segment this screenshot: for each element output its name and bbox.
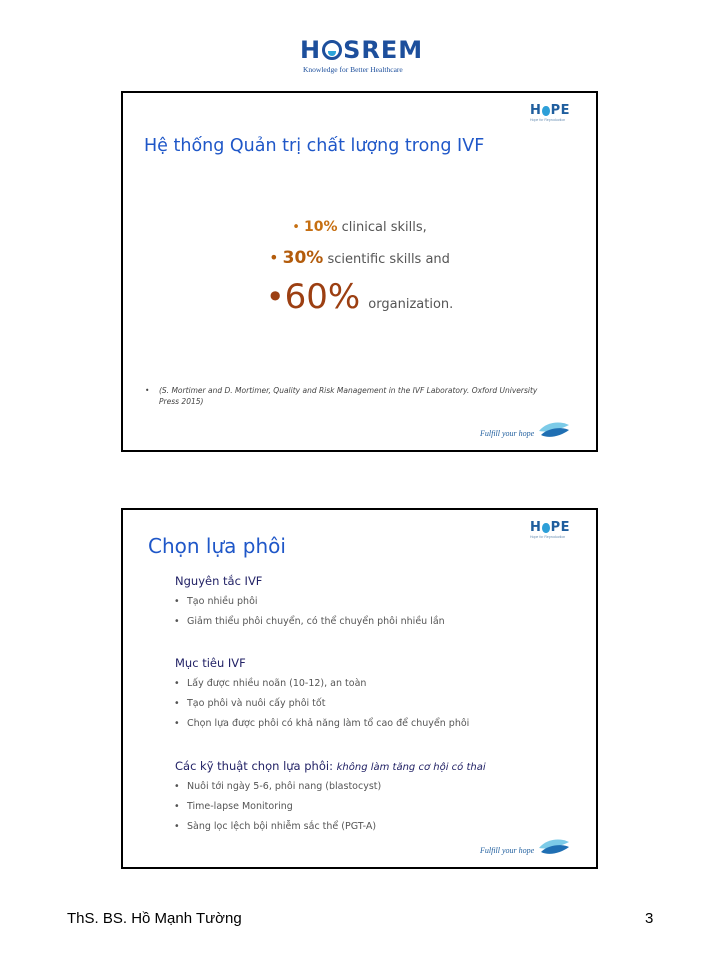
skill-line-clinical: [123, 219, 596, 235]
hope-logo-text-post: PE: [550, 520, 570, 535]
hope-circle-icon: [542, 523, 549, 533]
hope-logo: [530, 521, 570, 541]
hope-logo: [530, 104, 570, 124]
reference-text: (S. Mortimer and D. Mortimer, Quality and Risk Management in the IVF Laboratory. Oxford University Press 2015): [159, 386, 538, 406]
hope-circle-icon: [542, 106, 549, 116]
author-name: ThS. BS. Hồ Mạnh Tường: [67, 910, 242, 927]
percent-value: 30%: [282, 248, 324, 268]
reference-bullet: •: [145, 386, 150, 395]
hosrem-logo-text: [300, 36, 423, 64]
slide-embryo-selection: [121, 508, 598, 869]
percent-value: 10%: [304, 219, 338, 235]
list-item: • Sàng lọc lệch bội nhiễm sắc thể (PGT-A): [174, 821, 376, 832]
bullet: •: [269, 248, 279, 267]
fulfill-tagline: Fulfill your hope: [480, 429, 535, 438]
skill-text: scientific skills and: [323, 252, 450, 267]
hosrem-logo: [300, 36, 422, 80]
list-item: • Time-lapse Monitoring: [174, 801, 293, 812]
slide-title: Chọn lựa phôi: [148, 534, 286, 558]
hosrem-logo-text-post: SREM: [343, 36, 424, 64]
hope-logo-text-post: PE: [550, 103, 570, 118]
reference: [145, 385, 539, 407]
section-heading-text: Các kỹ thuật chọn lựa phôi:: [175, 759, 337, 773]
section-heading-techniques: [175, 759, 486, 773]
slide-quality-management: [121, 91, 598, 452]
list-item: • Lấy được nhiều noãn (10-12), an toàn: [174, 678, 366, 689]
hope-logo-text-pre: H: [530, 103, 542, 118]
bullet: •: [292, 220, 300, 235]
list-item: • Tạo phôi và nuôi cấy phôi tốt: [174, 698, 325, 709]
section-heading-emphasis: không làm tăng cơ hội có thai: [336, 762, 486, 773]
list-item: • Chọn lựa được phôi có khả năng làm tổ cao để chuyển phôi: [174, 718, 469, 729]
skill-text: clinical skills,: [337, 220, 427, 235]
leaf-icon: [537, 421, 571, 439]
hope-logo-text-pre: H: [530, 520, 542, 535]
leaf-icon: [537, 838, 571, 856]
hosrem-tagline: Knowledge for Better Healthcare: [303, 65, 403, 74]
hosrem-globe-icon: [322, 40, 342, 60]
list-item: • Giảm thiểu phôi chuyển, có thể chuyển phôi nhiều lần: [174, 616, 445, 627]
hope-logo-subtitle: Hope for Reproduction: [530, 118, 566, 122]
skill-line-scientific: [123, 248, 596, 268]
skill-text: organization.: [364, 297, 454, 312]
bullet: •: [265, 278, 285, 316]
percent-value: 60%: [284, 277, 361, 317]
hosrem-logo-text-pre: H: [300, 36, 322, 64]
section-heading-principles: Nguyên tắc IVF: [175, 574, 263, 588]
page-number: 3: [645, 910, 654, 927]
hope-logo-subtitle: Hope for Reproduction: [530, 535, 566, 539]
fulfill-tagline: Fulfill your hope: [480, 846, 535, 855]
skill-line-organization: [123, 277, 596, 317]
slide-title: Hệ thống Quản trị chất lượng trong IVF: [144, 136, 485, 156]
section-heading-goals: Mục tiêu IVF: [175, 656, 246, 670]
list-item: • Tạo nhiều phôi: [174, 596, 258, 607]
list-item: • Nuôi tới ngày 5-6, phôi nang (blastocyst): [174, 781, 381, 792]
